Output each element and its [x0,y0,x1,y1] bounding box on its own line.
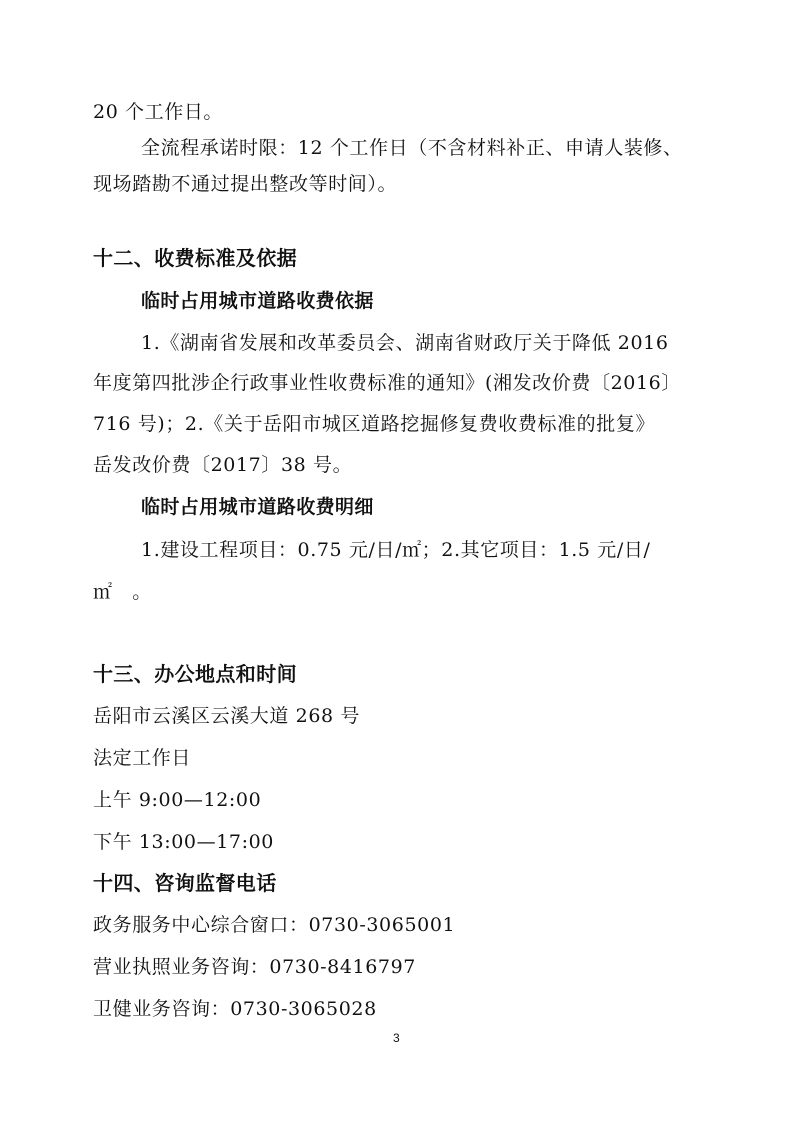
text-line: 全流程承诺时限：12 个工作日（不含材料补正、申请人装修、 [141,137,683,159]
section-heading-14: 十四、咨询监督电话 [93,871,277,895]
page-number: 3 [393,1031,400,1045]
text-line: 岳发改价费〔2017〕38 号。 [93,454,353,476]
text-line: 年度第四批涉企行政事业性收费标准的通知》(湘发改价费〔2016〕 [93,372,681,394]
text-line: 1.《湖南省发展和改革委员会、湖南省财政厅关于降低 2016 [141,332,669,354]
text-line: 法定工作日 [93,747,192,769]
text-line: 716 号)；2.《关于岳阳市城区道路挖掘修复费收费标准的批复》 [93,413,656,435]
section-heading-13: 十三、办公地点和时间 [93,662,297,686]
text-line: 20 个工作日。 [93,101,224,123]
phone-line: 营业执照业务咨询：0730-8416797 [93,956,416,978]
phone-line: 政务服务中心综合窗口：0730-3065001 [93,914,456,936]
text-line: 现场踏勘不通过提出整改等时间）。 [93,173,398,195]
address-line: 岳阳市云溪区云溪大道 268 号 [93,705,360,727]
text-line: ㎡ 。 [93,581,152,603]
subsection-heading: 临时占用城市道路收费依据 [141,290,374,312]
phone-line: 卫健业务咨询：0730-3065028 [93,998,377,1020]
section-heading-12: 十二、收费标准及依据 [93,246,297,270]
subsection-heading: 临时占用城市道路收费明细 [141,496,374,518]
hours-line: 上午 9:00—12:00 [93,789,262,811]
text-line: 1.建设工程项目：0.75 元/日/㎡；2.其它项目：1.5 元/日/ [141,539,651,561]
hours-line: 下午 13:00—17:00 [93,831,274,853]
